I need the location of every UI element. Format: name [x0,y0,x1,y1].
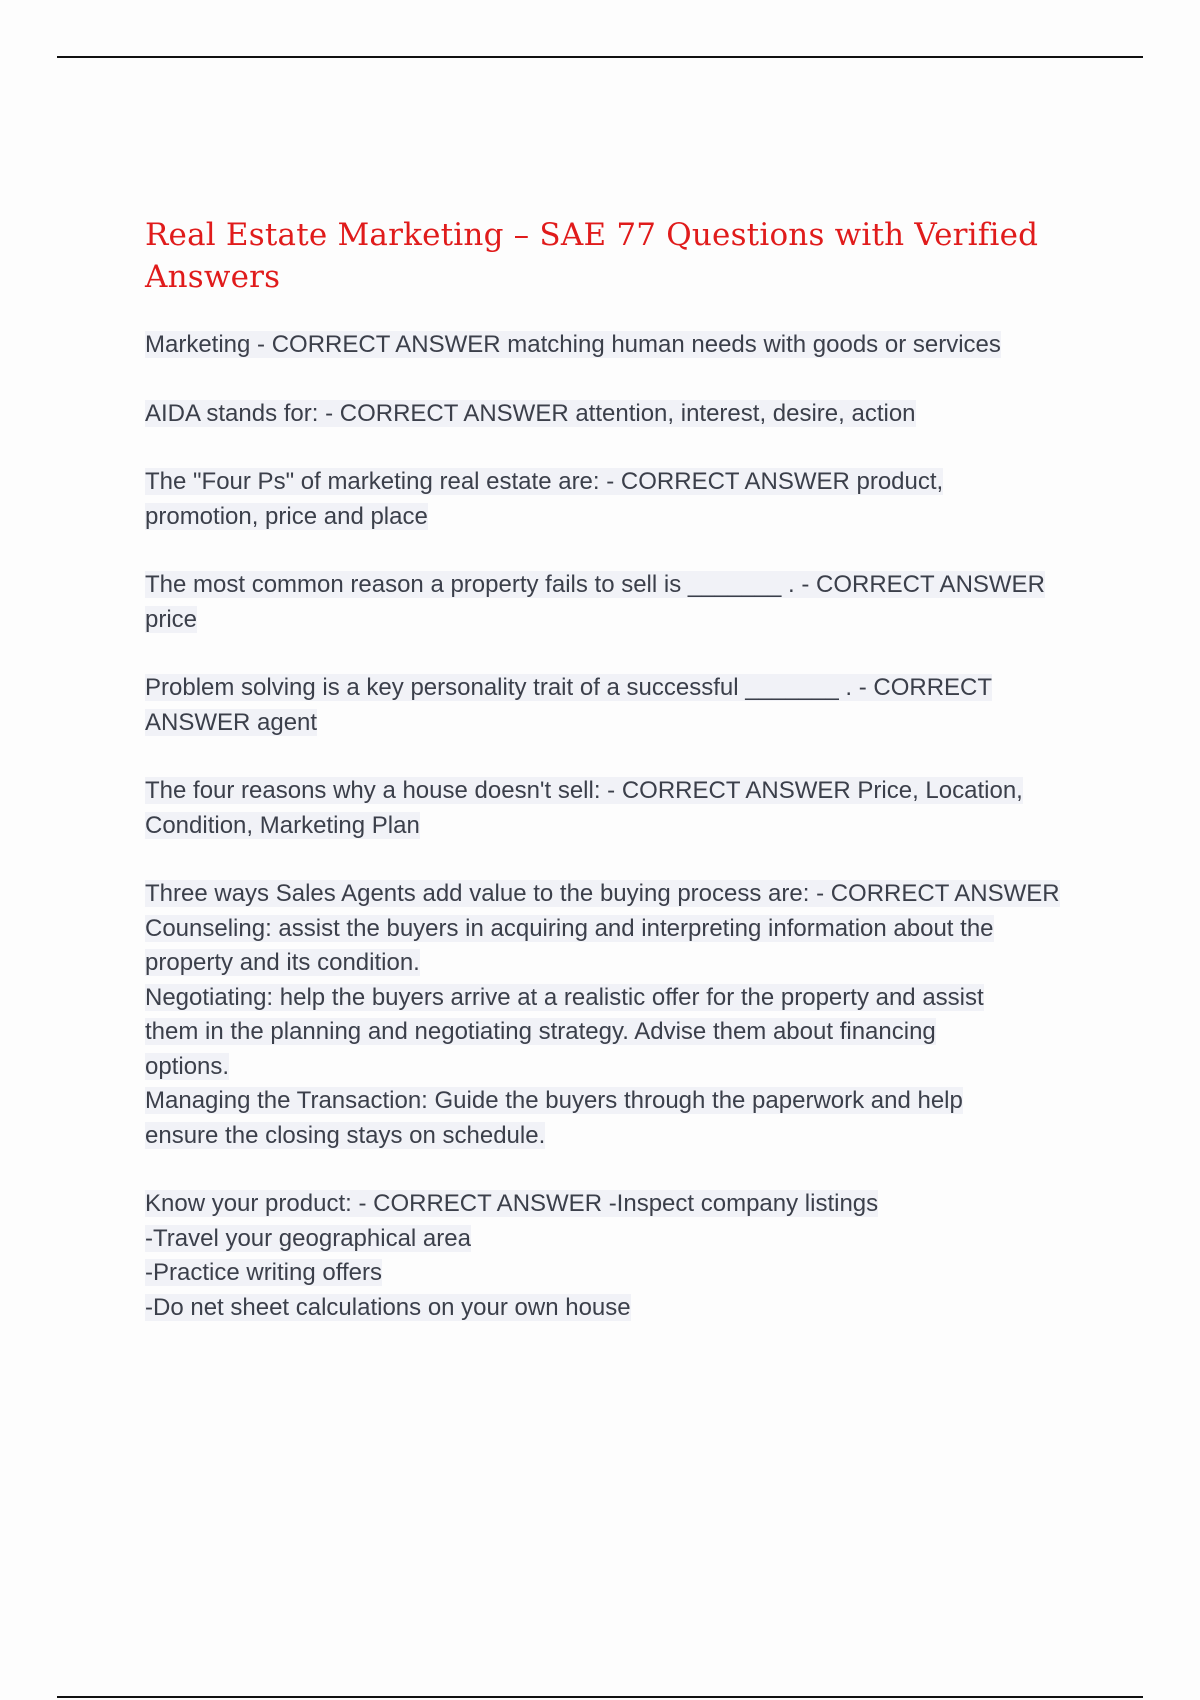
qa-item [145,328,1095,363]
qa-line: them in the planning and negotiating strategy. Advise them about financing [145,1018,936,1045]
qa-line: price [145,605,198,633]
qa-line: Condition, Marketing Plan [145,811,420,839]
qa-line: -Do net sheet calculations on your own house [145,1293,631,1321]
bottom-rule [57,1696,1143,1698]
top-rule [57,56,1143,58]
qa-line: The "Four Ps" of marketing real estate are: - CORRECT ANSWER product, [145,468,944,495]
qa-line: property and its condition. [145,949,420,976]
qa-item [145,465,1095,534]
document-title: Real Estate Marketing – SAE 77 Questions with Verified Answers [145,217,1039,295]
qa-line: ensure the closing stays on schedule. [145,1121,546,1149]
qa-line: Marketing - CORRECT ANSWER matching human needs with goods or services [145,331,1001,358]
qa-line: AIDA stands for: - CORRECT ANSWER attention, interest, desire, action [145,399,916,427]
qa-line: -Travel your geographical area [145,1224,471,1252]
qa-line: ANSWER agent [145,708,318,736]
qa-item [145,877,1095,1153]
qa-item [145,568,1095,637]
qa-line: Counseling: assist the buyers in acquiring and interpreting information about the [145,914,994,942]
qa-line: Managing the Transaction: Guide the buyers through the paperwork and help [145,1087,963,1114]
qa-line: The four reasons why a house doesn't sell: - CORRECT ANSWER Price, Location, [145,777,1023,804]
qa-line: Know your product: - CORRECT ANSWER -Inspect company listings [145,1190,879,1217]
qa-item [145,397,1095,432]
document-content [145,214,1095,1359]
qa-line: options. [145,1052,230,1080]
qa-line: Problem solving is a key personality trait of a successful _______ . - CORRECT [145,674,993,701]
qa-item [145,774,1095,843]
qa-line: promotion, price and place [145,502,428,530]
qa-line: -Practice writing offers [145,1259,382,1286]
qa-item [145,671,1095,740]
qa-line: Three ways Sales Agents add value to the buying process are: - CORRECT ANSWER [145,880,1060,907]
qa-item [145,1187,1095,1325]
qa-line: Negotiating: help the buyers arrive at a realistic offer for the property and assist [145,983,984,1011]
qa-line: The most common reason a property fails to sell is _______ . - CORRECT ANSWER [145,571,1045,598]
